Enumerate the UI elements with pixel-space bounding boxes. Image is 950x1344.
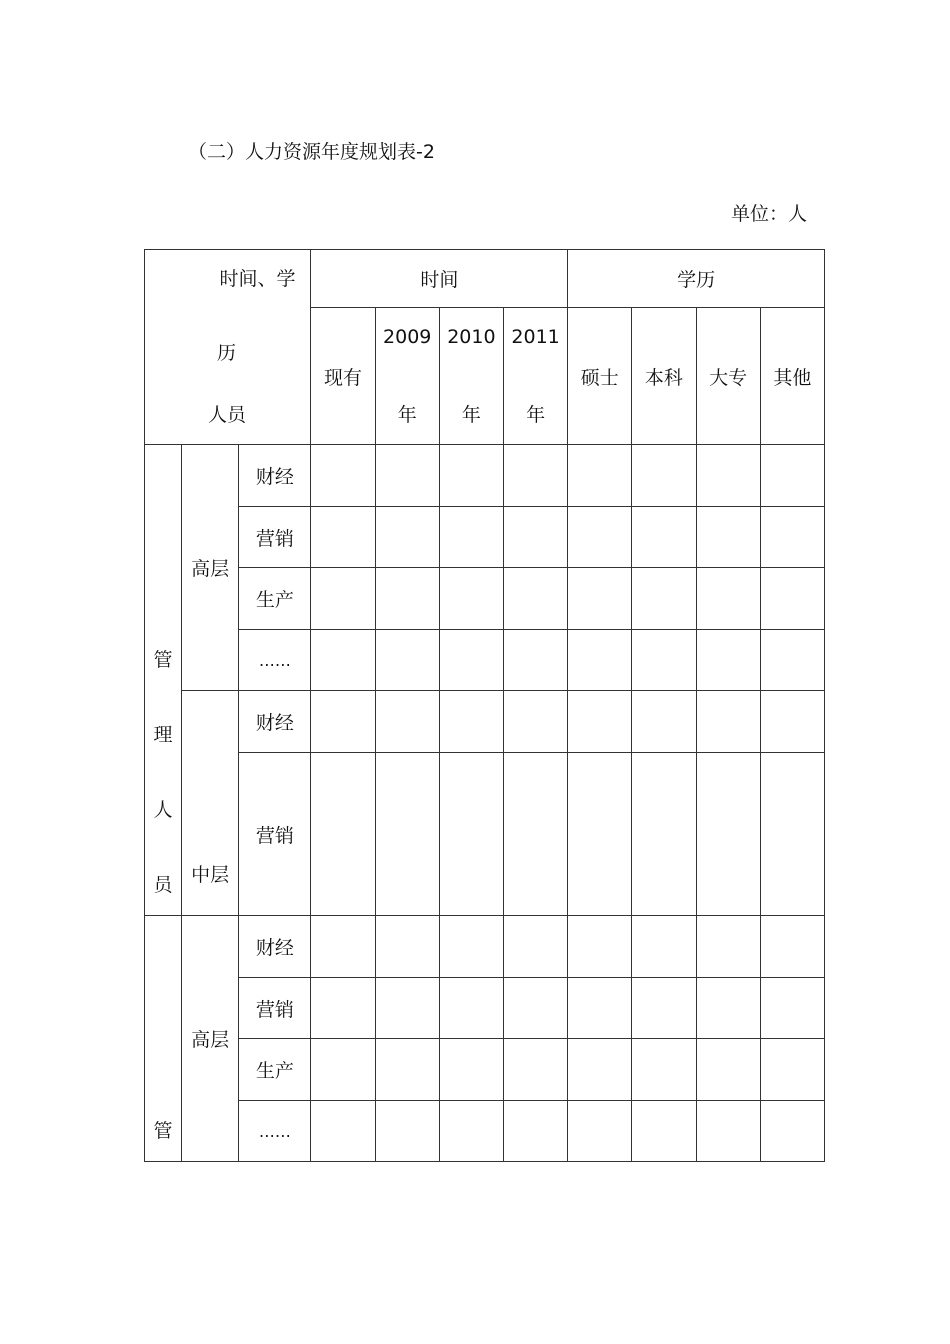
data-cell[interactable] (632, 630, 696, 691)
col-header-2009-year: 2009 (383, 325, 432, 348)
data-cell[interactable] (439, 445, 503, 507)
data-cell[interactable] (503, 1101, 567, 1162)
dept-production-cell: 生产 (239, 1039, 311, 1101)
data-cell[interactable] (632, 1039, 696, 1101)
data-cell[interactable] (375, 978, 439, 1039)
col-header-2011-year: 2011 (511, 325, 560, 348)
col-header-2011 (503, 308, 567, 445)
data-cell[interactable] (439, 507, 503, 568)
hr-planning-table (144, 249, 825, 1162)
data-cell[interactable] (632, 445, 696, 507)
data-cell[interactable] (311, 691, 375, 753)
data-cell[interactable] (696, 978, 760, 1039)
data-cell[interactable] (632, 916, 696, 978)
group-management-char-1: 管 (153, 1120, 173, 1142)
data-cell[interactable] (503, 630, 567, 691)
dept-finance-cell: 财经 (239, 445, 311, 507)
data-cell[interactable] (568, 507, 632, 568)
data-cell[interactable] (503, 568, 567, 630)
data-cell[interactable] (632, 1101, 696, 1162)
data-cell[interactable] (503, 916, 567, 978)
data-cell[interactable] (760, 978, 824, 1039)
corner-header-cell (145, 250, 311, 445)
group-management-cell (145, 445, 182, 916)
data-cell[interactable] (760, 630, 824, 691)
data-cell[interactable] (375, 630, 439, 691)
col-header-masters: 硕士 (568, 308, 632, 445)
data-cell[interactable] (696, 445, 760, 507)
data-cell[interactable] (696, 568, 760, 630)
dept-finance-cell: 财经 (239, 691, 311, 753)
data-cell[interactable] (568, 691, 632, 753)
data-cell[interactable] (375, 445, 439, 507)
data-cell[interactable] (632, 691, 696, 753)
dept-finance-cell: 财经 (239, 916, 311, 978)
data-cell[interactable] (568, 630, 632, 691)
data-cell[interactable] (760, 568, 824, 630)
col-header-2010-year: 2010 (447, 325, 496, 348)
data-cell[interactable] (311, 916, 375, 978)
data-cell[interactable] (439, 1101, 503, 1162)
data-cell[interactable] (632, 568, 696, 630)
page-title: （二）人力资源年度规划表-2 (188, 141, 435, 163)
corner-header-line1: 时间、学 (219, 268, 296, 290)
data-cell[interactable] (568, 978, 632, 1039)
data-cell[interactable] (696, 753, 760, 916)
data-cell[interactable] (503, 691, 567, 753)
data-cell[interactable] (503, 978, 567, 1039)
data-cell[interactable] (696, 1101, 760, 1162)
data-cell[interactable] (439, 753, 503, 916)
data-cell[interactable] (503, 753, 567, 916)
data-cell[interactable] (503, 1039, 567, 1101)
data-cell[interactable] (568, 753, 632, 916)
level-high-cell: 高层 (182, 445, 239, 691)
data-cell[interactable] (696, 1039, 760, 1101)
data-cell[interactable] (503, 445, 567, 507)
data-cell[interactable] (439, 568, 503, 630)
col-header-associate: 大专 (696, 308, 760, 445)
level-middle-cell: 中层 (182, 691, 239, 916)
col-header-bachelor: 本科 (632, 308, 696, 445)
data-cell[interactable] (375, 507, 439, 568)
data-cell[interactable] (568, 445, 632, 507)
dept-more-cell: …… (239, 1101, 311, 1162)
data-cell[interactable] (760, 753, 824, 916)
time-group-header: 时间 (311, 250, 568, 308)
data-cell[interactable] (632, 978, 696, 1039)
data-cell[interactable] (439, 691, 503, 753)
data-cell[interactable] (311, 1101, 375, 1162)
corner-header-line3: 人员 (208, 404, 247, 426)
data-cell[interactable] (696, 630, 760, 691)
col-header-other: 其他 (760, 308, 824, 445)
data-cell[interactable] (760, 445, 824, 507)
col-header-2010-suffix: 年 (461, 403, 481, 426)
data-cell[interactable] (439, 630, 503, 691)
data-cell[interactable] (439, 1039, 503, 1101)
data-cell[interactable] (760, 1101, 824, 1162)
data-cell[interactable] (760, 691, 824, 753)
dept-marketing-cell: 营销 (239, 507, 311, 568)
col-header-2009 (375, 308, 439, 445)
dept-marketing-cell: 营销 (239, 978, 311, 1039)
data-cell[interactable] (375, 753, 439, 916)
data-cell[interactable] (439, 978, 503, 1039)
level-high-cell: 高层 (182, 916, 239, 1162)
data-cell[interactable] (311, 753, 375, 916)
data-cell[interactable] (439, 916, 503, 978)
col-header-2009-suffix: 年 (397, 403, 417, 426)
data-cell[interactable] (503, 507, 567, 568)
data-cell[interactable] (311, 630, 375, 691)
data-cell[interactable] (311, 1039, 375, 1101)
data-cell[interactable] (696, 916, 760, 978)
data-cell[interactable] (375, 1101, 439, 1162)
data-cell[interactable] (696, 507, 760, 568)
data-cell[interactable] (375, 1039, 439, 1101)
group-management-char-1: 管 (153, 649, 173, 671)
data-cell[interactable] (632, 507, 696, 568)
corner-header-line2: 历 (217, 342, 237, 364)
dept-marketing-cell: 营销 (239, 753, 311, 916)
data-cell[interactable] (760, 507, 824, 568)
dept-more-cell: …… (239, 630, 311, 691)
data-cell[interactable] (375, 691, 439, 753)
education-group-header: 学历 (568, 250, 825, 308)
data-cell[interactable] (311, 445, 375, 507)
data-cell[interactable] (568, 1039, 632, 1101)
data-cell[interactable] (311, 507, 375, 568)
data-cell[interactable] (632, 753, 696, 916)
col-header-2011-suffix: 年 (526, 403, 546, 426)
data-cell[interactable] (568, 916, 632, 978)
group-management-char-4: 员 (153, 874, 173, 896)
col-header-current: 现有 (311, 308, 375, 445)
unit-label: 单位：人 (730, 203, 807, 225)
data-cell[interactable] (760, 916, 824, 978)
data-cell[interactable] (760, 1039, 824, 1101)
col-header-2010 (439, 308, 503, 445)
group-management-char-2: 理 (153, 724, 173, 746)
group-management-cell (145, 916, 182, 1162)
data-cell[interactable] (311, 978, 375, 1039)
group-management-char-3: 人 (153, 799, 173, 821)
data-cell[interactable] (311, 568, 375, 630)
data-cell[interactable] (696, 691, 760, 753)
data-cell[interactable] (375, 568, 439, 630)
dept-production-cell: 生产 (239, 568, 311, 630)
data-cell[interactable] (568, 1101, 632, 1162)
data-cell[interactable] (375, 916, 439, 978)
data-cell[interactable] (568, 568, 632, 630)
